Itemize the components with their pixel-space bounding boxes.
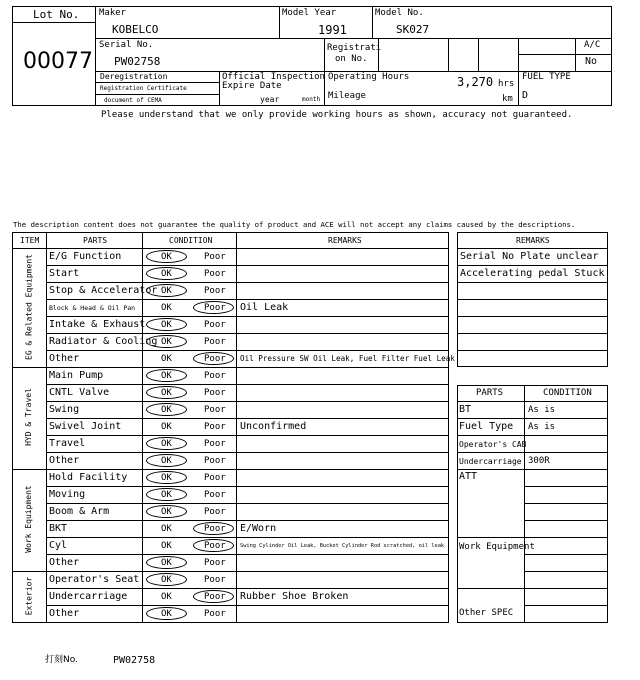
- poor-option[interactable]: Poor: [204, 575, 226, 585]
- pc-condition: As is: [528, 405, 556, 415]
- ok-option[interactable]: OK: [161, 609, 172, 619]
- expire-date-label: Expire Date: [222, 81, 282, 91]
- ok-selected-circle: [146, 386, 187, 399]
- poor-selected-circle: [193, 301, 234, 314]
- poor-option[interactable]: Poor: [204, 354, 226, 364]
- remarks-line: Serial No Plate unclear: [460, 251, 599, 262]
- poor-option[interactable]: Poor: [204, 337, 226, 347]
- poor-option[interactable]: Poor: [204, 320, 226, 330]
- lot-label: Lot No.: [33, 8, 80, 21]
- ok-selected-circle: [146, 250, 187, 263]
- part-label: Other: [49, 455, 80, 466]
- ok-selected-circle: [146, 607, 187, 620]
- ok-option[interactable]: OK: [161, 388, 172, 398]
- ok-selected-circle: [146, 318, 187, 331]
- poor-option[interactable]: Poor: [204, 286, 226, 296]
- att-label: ATT: [459, 471, 478, 482]
- ok-option[interactable]: OK: [161, 286, 172, 296]
- ok-selected-circle: [146, 369, 187, 382]
- part-label: Moving: [49, 489, 86, 500]
- poor-selected-circle: [193, 590, 234, 603]
- ok-option[interactable]: OK: [161, 456, 172, 466]
- part-label: Undercarriage: [49, 591, 128, 602]
- part-label: BKT: [49, 523, 68, 534]
- ok-option[interactable]: OK: [161, 269, 172, 279]
- registration-label: Registrati: [327, 43, 382, 53]
- fuel-type-value: D: [522, 90, 529, 101]
- working-hours-notice: Please understand that we only provide working hours as shown, accuracy not guaranteed.: [101, 110, 573, 120]
- parts-header: PARTS: [83, 236, 108, 245]
- poor-option[interactable]: Poor: [204, 473, 226, 483]
- ok-selected-circle: [146, 403, 187, 416]
- poor-option[interactable]: Poor: [204, 507, 226, 517]
- stamp-label: 打刻No.: [45, 655, 78, 665]
- part-label: Hold Facility: [49, 472, 128, 483]
- condition-header: CONDITION: [169, 236, 213, 245]
- pc-part: Operator's CAB: [459, 440, 527, 449]
- ok-option[interactable]: OK: [161, 405, 172, 415]
- group-label: EG & Related Equipment: [24, 253, 33, 360]
- part-label: Swing: [49, 404, 80, 415]
- poor-option[interactable]: Poor: [204, 388, 226, 398]
- operating-hours-label: Operating Hours: [328, 72, 410, 82]
- ok-selected-circle: [146, 335, 187, 348]
- ok-option[interactable]: OK: [161, 524, 172, 534]
- item-header: ITEM: [20, 236, 40, 245]
- remark-text: Unconfirmed: [240, 421, 307, 432]
- poor-selected-circle: [193, 522, 234, 535]
- maker-value: KOBELCO: [112, 23, 159, 36]
- poor-option[interactable]: Poor: [204, 524, 226, 534]
- poor-selected-circle: [193, 539, 234, 552]
- group-label: Work Equipment: [24, 485, 33, 553]
- part-label: Start: [49, 268, 80, 279]
- serial-label: Serial No.: [99, 40, 154, 50]
- ok-option[interactable]: OK: [161, 252, 172, 262]
- poor-option[interactable]: Poor: [204, 371, 226, 381]
- remark-text: Swing Cylinder Oil Leak, Bucket Cylinder Rod scratched, oil leak: [240, 543, 445, 549]
- model-no-value: SK027: [396, 23, 430, 36]
- ok-selected-circle: [146, 505, 187, 518]
- ok-option[interactable]: OK: [161, 473, 172, 483]
- operating-hours-value: 3,270: [457, 75, 494, 89]
- remarks-box-header: REMARKS: [516, 236, 550, 245]
- ok-option[interactable]: OK: [161, 439, 172, 449]
- ok-option[interactable]: OK: [161, 303, 172, 313]
- remark-text: Rubber Shoe Broken: [240, 591, 349, 602]
- ok-option[interactable]: OK: [161, 490, 172, 500]
- ok-option[interactable]: OK: [161, 541, 172, 551]
- other-spec-label: Other SPEC: [459, 608, 514, 618]
- part-label: Swivel Joint: [49, 421, 122, 432]
- serial-value: PW02758: [114, 55, 161, 68]
- poor-option[interactable]: Poor: [204, 405, 226, 415]
- part-label: Operator's Seat: [49, 574, 140, 585]
- ac-value: No: [585, 56, 598, 67]
- deregistration-label: Deregistration: [100, 72, 168, 81]
- part-label: E/G Function: [49, 251, 122, 262]
- pc-part: BT: [459, 404, 472, 415]
- month-label: month: [302, 96, 321, 103]
- poor-option[interactable]: Poor: [204, 609, 226, 619]
- ok-selected-circle: [146, 284, 187, 297]
- part-label: Main Pump: [49, 370, 104, 381]
- pc-part: Fuel Type: [459, 421, 514, 432]
- pc-parts-header: PARTS: [476, 388, 504, 398]
- part-label: Boom & Arm: [49, 506, 110, 517]
- work-equipment-label: Work Equipment: [459, 542, 535, 552]
- ok-option[interactable]: OK: [161, 592, 172, 602]
- part-label: Other: [49, 608, 80, 619]
- ok-selected-circle: [146, 471, 187, 484]
- lot-number: 00077: [23, 49, 93, 74]
- ok-option[interactable]: OK: [161, 575, 172, 585]
- poor-option[interactable]: Poor: [204, 456, 226, 466]
- stamp-value: PW02758: [113, 655, 156, 666]
- pc-condition-header: CONDITION: [543, 388, 592, 398]
- registration-label-2: on No.: [335, 54, 368, 64]
- ac-label: A/C: [584, 40, 601, 50]
- remark-text: Oil Leak: [240, 302, 289, 313]
- part-label: Other: [49, 557, 80, 568]
- part-label: Travel: [49, 438, 86, 449]
- poor-option[interactable]: Poor: [204, 252, 226, 262]
- hrs-label: hrs: [498, 79, 515, 89]
- pc-condition: 300R: [528, 456, 550, 466]
- fuel-type-label: FUEL TYPE: [522, 72, 571, 82]
- part-label: Stop & Accelerator: [49, 285, 158, 296]
- part-label: Block & Head & Oil Pan: [49, 304, 136, 312]
- poor-option[interactable]: Poor: [204, 592, 226, 602]
- year-label: year: [260, 95, 280, 104]
- part-label: Intake & Exhaust: [49, 319, 146, 330]
- poor-option[interactable]: Poor: [204, 303, 226, 313]
- part-label: Radiator & Cooling: [49, 336, 158, 347]
- poor-option[interactable]: Poor: [204, 541, 226, 551]
- disclaimer: The description content does not guarantee the quality of product and ACE will not accept any claims caused by the descriptions.: [13, 220, 576, 229]
- km-label: km: [502, 94, 513, 104]
- poor-option[interactable]: Poor: [204, 490, 226, 500]
- remark-text: E/Worn: [240, 523, 277, 534]
- part-label: CNTL Valve: [49, 387, 110, 398]
- ok-selected-circle: [146, 454, 187, 467]
- ok-option[interactable]: OK: [161, 422, 172, 432]
- poor-option[interactable]: Poor: [204, 269, 226, 279]
- pc-condition: As is: [528, 422, 556, 432]
- group-label: Exterior: [24, 576, 33, 615]
- ok-option[interactable]: OK: [161, 337, 172, 347]
- poor-option[interactable]: Poor: [204, 422, 226, 432]
- ok-selected-circle: [146, 437, 187, 450]
- part-label: Other: [49, 353, 80, 364]
- poor-option[interactable]: Poor: [204, 558, 226, 568]
- inspection-label: Official Inspection: [222, 72, 325, 82]
- cema-label: document of CEMA: [104, 97, 162, 104]
- ok-option[interactable]: OK: [161, 354, 172, 364]
- registration-certificate-label: Registration Certificate: [100, 85, 187, 92]
- group-label: HYD & Travel: [24, 388, 33, 446]
- remark-text: Oil Pressure SW Oil Leak, Fuel Filter Fuel Leak: [240, 354, 455, 363]
- ok-option[interactable]: OK: [161, 507, 172, 517]
- remarks-header: REMARKS: [328, 236, 362, 245]
- model-year-value: 1991: [318, 23, 347, 37]
- poor-selected-circle: [193, 352, 234, 365]
- ok-selected-circle: [146, 488, 187, 501]
- mileage-label: Mileage: [328, 91, 366, 101]
- ok-option[interactable]: OK: [161, 558, 172, 568]
- maker-label: Maker: [99, 8, 127, 18]
- remarks-line: Accelerating pedal Stuck: [460, 268, 605, 279]
- ok-option[interactable]: OK: [161, 320, 172, 330]
- poor-option[interactable]: Poor: [204, 439, 226, 449]
- model-year-label: Model Year: [282, 8, 337, 18]
- model-no-label: Model No.: [375, 8, 424, 18]
- ok-selected-circle: [146, 573, 187, 586]
- ok-option[interactable]: OK: [161, 371, 172, 381]
- ok-selected-circle: [146, 556, 187, 569]
- pc-part: Undercarriage: [459, 457, 522, 466]
- ok-selected-circle: [146, 267, 187, 280]
- part-label: Cyl: [49, 540, 68, 551]
